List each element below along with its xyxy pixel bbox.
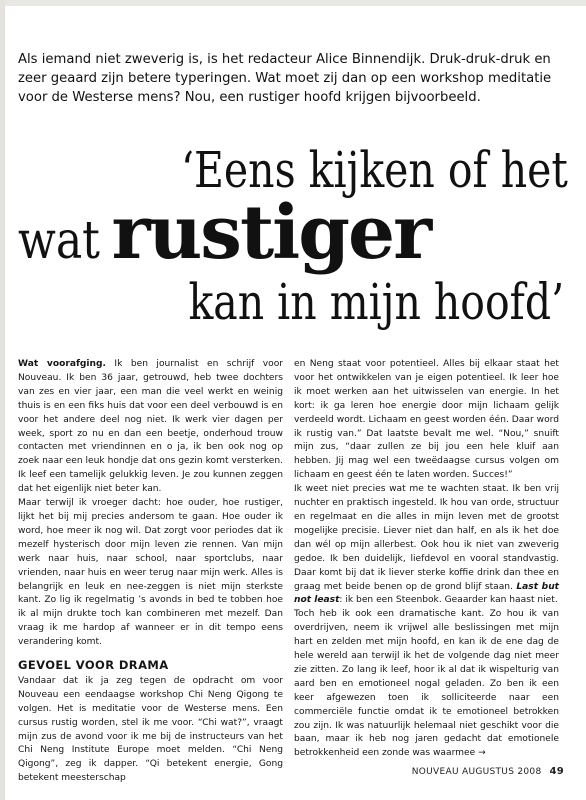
- magazine-issue: NOUVEAU AUGUSTUS 2008: [411, 767, 542, 777]
- paragraph-text: Ik weet niet precies wat me te wachten staat. Ik ben vrij nuchter en praktisch ingesteld. Ik hou van orde, structuur en regelmaat en die alles in mijn leven met de grootst mogelijke precisie. Liever niet dan half, en als ik het doe dan wél op mijn allerbest. Ook hou ik niet van zweverig gedoe. Ik ben duidelijk, liefdevol en vooral standvastig. Daar komt bij dat ik liever sterke koffie drink dan thee en graag met beide benen op de grond blijf staan.: [294, 484, 559, 592]
- paragraph: [294, 608, 559, 761]
- intro-paragraph: Als iemand niet zweverig is, is het redacteur Alice Binnendijk. Druk-druk-druk en zeer geaard zijn betere typeringen. Wat moet zij dan op een workshop meditatie voor de Westerse mens? Nou, een rustiger hoofd krijgen bijvoorbeeld.: [18, 52, 552, 105]
- article-column-left: [18, 358, 283, 786]
- section-subheading: GEVOEL VOOR DRAMA: [18, 658, 169, 673]
- paragraph: en Neng staat voor potentieel. Alles bij elkaar staat het voor het ontwikkelen van je eigen potentieel. Ik leer hoe ik moet werken aan het uitwisselen van energie. In het kort: ik ga leren hoe energie door mijn lichaam gelijk verdeeld wordt. Lichaam en geest worden één. Daar word ik rustig van.” Dat laatste bevalt me wel. “Nou,” snuift mijn zus, “daar zullen ze bij jou een hele kluif aan hebben. Jij mag wel een tweëdaagse cursus volgen om lichaam en geest één te laten worden. Succes!”: [294, 359, 559, 481]
- paragraph-text: : ik ben een Steenbok. Geaarder kan haast niet.: [339, 595, 558, 606]
- headline-line-2: [18, 190, 431, 276]
- headline-word-wat: wat: [18, 211, 100, 271]
- lead-in: Wat voorafging.: [18, 359, 106, 369]
- headline-line-1: ‘Eens kijken of het: [181, 141, 568, 199]
- page-footer: [412, 766, 564, 777]
- continue-arrow-icon: →: [478, 748, 486, 759]
- paragraph-text: Toch heb ik ook een dramatische kant. Zo hou ik van overdrijven, neem ik vrijwel alle beslissingen met mijn hart en zelden met mijn hoofd, en kan ik de ene dag de hele wereld aan terwijl ik het de volgende dag niet meer zie zitten. Zo lang ik leef, hoor ik al dat ik wispelturig van aard ben en emotioneel nogal geladen. Zo ben ik een keer afgewezen toen ik solliciteerde naar een commerciële functie omdat ik te emotioneel betrokken zou zijn. Ik was natuurlijk helemaal niet geschikt voor die baan, maar ik heb nog jaren gedacht dat emotionele betrokkenheid een zonde was waarmee: [294, 609, 559, 759]
- paragraph: [294, 483, 559, 608]
- headline-word-rustiger: rustiger: [111, 190, 431, 276]
- paragraph: Vandaar dat ik ja zeg tegen de opdracht om voor Nouveau een eendaagse workshop Chi Neng Qigong te volgen. Het is meditatie voor de Westerse mens. Een cursus rustig worden, stel ik me voor. “Chi wat?”, vraagt mijn zus de avond voor ik me bij de instructeurs van het Chi Neng Institute Europe moet melden. “Chi Neng Qigong”, zeg ik dapper. “Qi betekent energie, Gong betekent meesterschap: [18, 675, 283, 784]
- italic-phrase: Last but not least: [294, 581, 560, 606]
- article-column-right: [294, 358, 559, 761]
- scan-edge-left: [0, 0, 5, 800]
- page-number: 49: [549, 766, 564, 777]
- headline-line-3: kan in mijn hoofd’: [188, 273, 564, 331]
- paragraph: Maar terwijl ik vroeger dacht: hoe ouder, hoe rustiger, lijkt het bij mij precies andersom te gaan. Hoe ouder ik word, hoe meer ik nog wil. Dat zorgt voor periodes dat ik mezelf hysterisch door mijn leven zie rennen. Van mijn werk naar huis, naar school, naar sportclubs, naar vrienden, naar huis en weer terug naar mijn werk. Alles is belangrijk en leuk en nee-zeggen is niet mijn sterkste kant. Zo lig ik regelmatig ’s avonds in bed te tobben hoe ik al mijn drukte toch kan combineren met mezelf. Dan vraag ik me hardop af wanneer er in dit tempo eens verandering komt.: [18, 498, 283, 648]
- paragraph: [18, 358, 283, 497]
- headline: [0, 140, 586, 350]
- scan-edge-top: [0, 0, 586, 6]
- paragraph-text: Ik ben journalist en schrijf voor Nouveau. Ik ben 36 jaar, getrouwd, heb twee dochters van zes en vier jaar, een man die veel werkt en weinig thuis is en een fiks huis dat voor een deel verbouwd is en voor het andere deel nog niet. Ik werk vier dagen per week, sport zo nu en dan een beetje, onderhoud trouw contacten met vriendinnen en o ja, ik ben ook nog op zoek naar een leuk hondje dat ons gezin komt versterken. Ik leef een tamelijk gelukkig leven. Je zou kunnen zeggen dat het eigenlijk niet beter kan.: [18, 359, 283, 495]
